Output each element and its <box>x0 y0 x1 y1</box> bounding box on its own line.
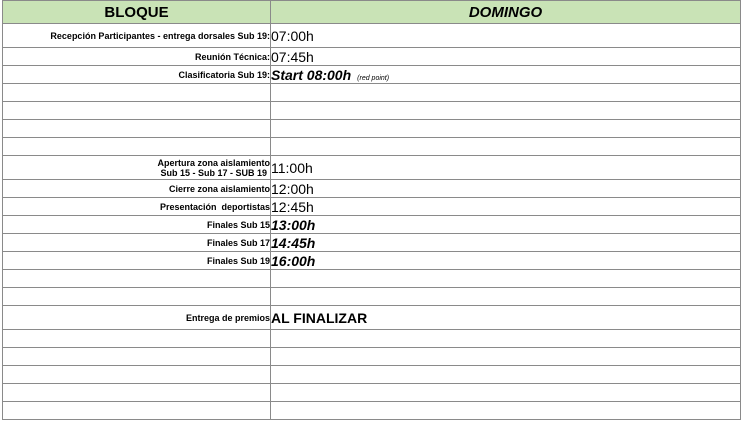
block-label-line1: Apertura zona aislamiento <box>157 157 270 168</box>
time-value: 12:45h <box>271 198 741 216</box>
header-domingo: DOMINGO <box>271 1 741 24</box>
block-label: Recepción Participantes - entrega dorsales Sub 19: <box>3 24 271 48</box>
time-value <box>271 66 741 84</box>
schedule-row <box>3 306 741 330</box>
empty-row <box>3 84 741 102</box>
schedule-row <box>3 66 741 84</box>
schedule-row <box>3 24 741 48</box>
block-label: Finales Sub 19 <box>3 252 271 270</box>
schedule-row <box>3 234 741 252</box>
empty-row <box>3 102 741 120</box>
schedule-row <box>3 180 741 198</box>
schedule-table <box>2 0 741 420</box>
block-label: Finales Sub 15 <box>3 216 271 234</box>
time-value: 07:00h <box>271 24 741 48</box>
empty-row <box>3 348 741 366</box>
time-value: 12:00h <box>271 180 741 198</box>
empty-row <box>3 138 741 156</box>
empty-row <box>3 270 741 288</box>
block-label <box>3 156 271 180</box>
block-label: Cierre zona aislamiento <box>3 180 271 198</box>
time-value: AL FINALIZAR <box>271 306 741 330</box>
block-label-line2: Sub 15 - Sub 17 - SUB 19 <box>160 167 267 178</box>
header-bloque: BLOQUE <box>3 1 271 24</box>
empty-row <box>3 120 741 138</box>
schedule-row <box>3 48 741 66</box>
empty-row <box>3 366 741 384</box>
empty-row <box>3 330 741 348</box>
schedule-row <box>3 198 741 216</box>
time-value: 16:00h <box>271 252 741 270</box>
time-value: 14:45h <box>271 234 741 252</box>
empty-row <box>3 384 741 402</box>
schedule-row <box>3 252 741 270</box>
start-time: Start 08:00h <box>271 66 352 83</box>
time-value: 11:00h <box>271 156 741 180</box>
start-note: (red point) <box>357 74 390 82</box>
header-row <box>3 1 741 24</box>
time-value: 13:00h <box>271 216 741 234</box>
schedule-row <box>3 156 741 180</box>
block-label: Finales Sub 17 <box>3 234 271 252</box>
time-value: 07:45h <box>271 48 741 66</box>
block-label: Presentación deportistas <box>3 198 271 216</box>
empty-row <box>3 402 741 420</box>
block-label: Clasificatoria Sub 19: <box>3 66 271 84</box>
schedule-row <box>3 216 741 234</box>
block-label: Reunión Técnica: <box>3 48 271 66</box>
block-label: Entrega de premios <box>3 306 271 330</box>
empty-row <box>3 288 741 306</box>
